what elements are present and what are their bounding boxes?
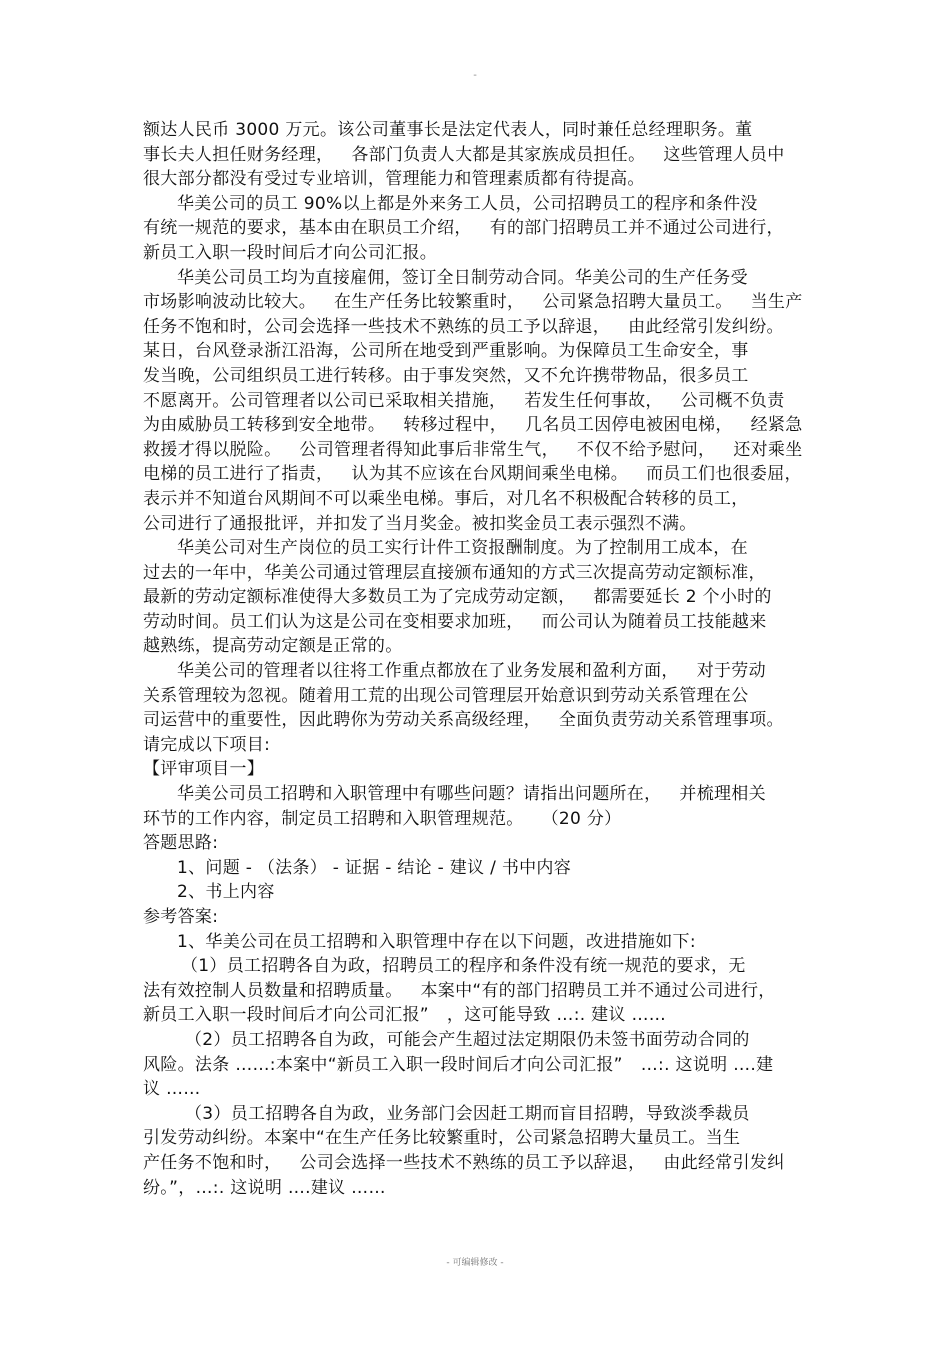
text-line <box>143 807 823 832</box>
text-segment: 【评审项目一】 <box>143 759 265 780</box>
text-segment: 不仅不给予慰问， <box>576 439 716 460</box>
text-segment: 议 …… <box>143 1079 201 1100</box>
text-line <box>143 462 823 487</box>
text-segment: 新员工入职一段时间后才向公司汇报。 <box>143 242 438 263</box>
text-line <box>143 290 823 315</box>
text-segment: 并梳理相关 <box>679 784 766 805</box>
text-segment: （1）员工招聘各自为政，招聘员工的程序和条件没有统一规范的要求，无 <box>181 956 746 977</box>
text-segment: 全面负责劳动关系管理事项。 <box>558 710 784 731</box>
text-segment: 法有效控制人员数量和招聘质量。 <box>143 980 403 1001</box>
text-segment: 本案中“有的部门招聘员工并不通过公司进行， <box>420 980 776 1001</box>
text-line <box>143 241 823 266</box>
text-segment: 风险。法条 ……:本案中“新员工入职一段时间后才向公司汇报” <box>143 1054 623 1075</box>
text-segment: 当生产 <box>750 292 803 313</box>
text-line <box>143 1077 823 1102</box>
text-line <box>143 438 823 463</box>
text-segment: 华美公司的管理者以往将工作重点都放在了业务发展和盈利方面， <box>177 661 679 682</box>
text-line <box>143 831 823 856</box>
text-segment: 在生产任务比较繁重时， <box>334 292 525 313</box>
text-line <box>143 610 823 635</box>
text-segment: 救援才得以脱险。 <box>143 439 282 460</box>
text-segment: （3）员工招聘各自为政，业务部门会因赶工期而盲目招聘，导致淡季裁员 <box>185 1103 750 1124</box>
text-segment: 有的部门招聘员工并不通过公司进行， <box>489 218 784 239</box>
text-segment: 1、问题 - （法条） - 证据 - 结论 - 建议 / 书中内容 <box>177 857 572 878</box>
text-segment: 过去的一年中，华美公司通过管理层直接颁布通知的方式三次提高劳动定额标准， <box>143 562 766 583</box>
text-line <box>143 585 823 610</box>
text-segment: 1、华美公司在员工招聘和入职管理中存在以下问题，改进措施如下: <box>177 931 696 952</box>
text-segment: 这些管理人员中 <box>663 144 785 165</box>
text-line <box>143 192 823 217</box>
text-line <box>143 930 823 955</box>
text-segment: 华美公司的员工 90%以上都是外来务工人员，公司招聘员工的程序和条件没 <box>177 193 758 214</box>
text-segment: 几名员工因停电被困电梯， <box>525 415 733 436</box>
text-segment: 额达人民币 3000 万元。该公司董事长是法定代表人，同时兼任总经理职务。董 <box>143 120 753 140</box>
text-segment: 参考答案: <box>143 907 219 927</box>
text-line <box>143 389 823 414</box>
text-segment: 电梯的员工进行了指责， <box>143 464 334 485</box>
text-segment: 环节的工作内容，制定员工招聘和入职管理规范。 <box>143 808 524 829</box>
text-segment: 公司管理者得知此事后非常生气， <box>299 439 559 460</box>
text-segment: 劳动时间。员工们认为这是公司在变相要求加班， <box>143 611 524 632</box>
text-segment: 公司紧急招聘大量员工。 <box>542 292 733 313</box>
text-line <box>143 364 823 389</box>
text-segment: 越熟练，提高劳动定额是正常的。 <box>143 636 403 657</box>
text-segment: 2、书上内容 <box>177 882 275 903</box>
text-line <box>143 512 823 537</box>
text-segment: 对于劳动 <box>696 661 766 682</box>
header-mark: - <box>473 70 477 81</box>
text-segment: 某日，台风登录浙江沿海，公司所在地受到严重影响。为保障员工生命安全，事 <box>143 341 749 362</box>
text-segment: 转移过程中， <box>403 415 508 436</box>
text-line <box>143 733 823 758</box>
text-line <box>143 782 823 807</box>
text-segment: 新员工入职一段时间后才向公司汇报” <box>143 1005 429 1026</box>
text-line <box>143 1102 823 1127</box>
text-line <box>143 856 823 881</box>
document-body <box>143 118 823 1200</box>
text-line <box>143 634 823 659</box>
text-segment: ，这可能导致 …:. 建议 …… <box>446 1005 667 1026</box>
text-segment: 公司会选择一些技术不熟练的员工予以辞退， <box>299 1152 646 1173</box>
text-segment: …:. 这说明 ….建 <box>640 1054 774 1075</box>
text-line <box>143 167 823 192</box>
text-segment: （20 分） <box>541 808 622 829</box>
text-segment: 很大部分都没有受过专业培训，管理能力和管理素质都有待提高。 <box>143 169 645 190</box>
text-segment: 产任务不饱和时， <box>143 1152 282 1173</box>
text-segment: 为由威胁员工转移到安全地带。 <box>143 415 386 436</box>
text-segment: 发当晚，公司组织员工进行转移。由于事发突然，又不允许携带物品，很多员工 <box>143 365 749 386</box>
text-line <box>143 266 823 291</box>
text-segment: 关系管理较为忽视。随着用工荒的出现公司管理层开始意识到劳动关系管理在公 <box>143 685 749 706</box>
text-line <box>143 1053 823 1078</box>
text-line <box>143 339 823 364</box>
text-segment: 认为其不应该在台风期间乘坐电梯。 <box>351 464 629 485</box>
text-segment: 不愿离开。公司管理者以公司已采取相关措施， <box>143 390 507 411</box>
text-segment: 还对乘坐 <box>733 439 803 460</box>
text-segment: 答题思路: <box>143 833 219 854</box>
text-line <box>143 954 823 979</box>
text-segment: 引发劳动纠纷。本案中“在生产任务比较繁重时，公司紧急招聘大量员工。当生 <box>143 1128 741 1149</box>
text-line <box>143 561 823 586</box>
text-segment: 市场影响波动比较大。 <box>143 292 316 313</box>
text-line <box>143 487 823 512</box>
text-line <box>143 1028 823 1053</box>
text-segment: 表示并不知道台风期间不可以乘坐电梯。事后，对几名不积极配合转移的员工， <box>143 488 749 509</box>
text-line <box>143 708 823 733</box>
text-segment: 而公司认为随着员工技能越来 <box>541 611 767 632</box>
text-line <box>143 979 823 1004</box>
text-segment: 公司概不负责 <box>680 390 785 411</box>
text-line <box>143 143 823 168</box>
text-segment: 华美公司员工均为直接雇佣，签订全日制劳动合同。华美公司的生产任务受 <box>177 267 748 288</box>
text-line <box>143 315 823 340</box>
text-segment: 司运营中的重要性，因此聘你为劳动关系高级经理， <box>143 710 541 731</box>
text-segment: 都需要延长 2 个小时的 <box>593 587 772 608</box>
text-line <box>143 659 823 684</box>
page-footer: - 可编辑修改 - <box>446 1258 504 1268</box>
text-segment: 各部门负责人大都是其家族成员担任。 <box>351 144 646 165</box>
text-segment: 纷。”，…:. 这说明 ….建议 …… <box>143 1177 386 1198</box>
text-segment: 若发生任何事故， <box>524 390 663 411</box>
text-line <box>143 1126 823 1151</box>
text-segment: 而员工们也很委屈， <box>646 464 802 485</box>
text-segment: 最新的劳动定额标准使得大多数员工为了完成劳动定额， <box>143 587 576 608</box>
text-line <box>143 684 823 709</box>
text-line <box>143 880 823 905</box>
text-segment: 有统一规范的要求，基本由在职员工介绍， <box>143 218 472 239</box>
text-segment: 请完成以下项目: <box>143 734 271 755</box>
text-line <box>143 1003 823 1028</box>
text-line <box>143 905 823 930</box>
text-segment: 由此经常引发纠纷。 <box>628 316 784 337</box>
text-segment: 由此经常引发纠 <box>663 1152 785 1173</box>
text-segment: 任务不饱和时，公司会选择一些技术不熟练的员工予以辞退， <box>143 316 611 337</box>
text-line <box>143 1176 823 1201</box>
text-line <box>143 216 823 241</box>
text-line <box>143 1151 823 1176</box>
text-segment: 经紧急 <box>750 415 803 436</box>
text-line <box>143 118 823 143</box>
text-line <box>143 757 823 782</box>
text-segment: （2）员工招聘各自为政，可能会产生超过法定期限仍未签书面劳动合同的 <box>185 1029 750 1050</box>
text-segment: 公司进行了通报批评，并扣发了当月奖金。被扣奖金员工表示强烈不满。 <box>143 513 697 534</box>
text-segment: 事长夫人担任财务经理， <box>143 144 334 165</box>
text-segment: 华美公司对生产岗位的员工实行计件工资报酬制度。为了控制用工成本，在 <box>177 538 748 559</box>
text-line <box>143 536 823 561</box>
text-segment: 华美公司员工招聘和入职管理中有哪些问题？请指出问题所在， <box>177 784 662 805</box>
text-line <box>143 413 823 438</box>
